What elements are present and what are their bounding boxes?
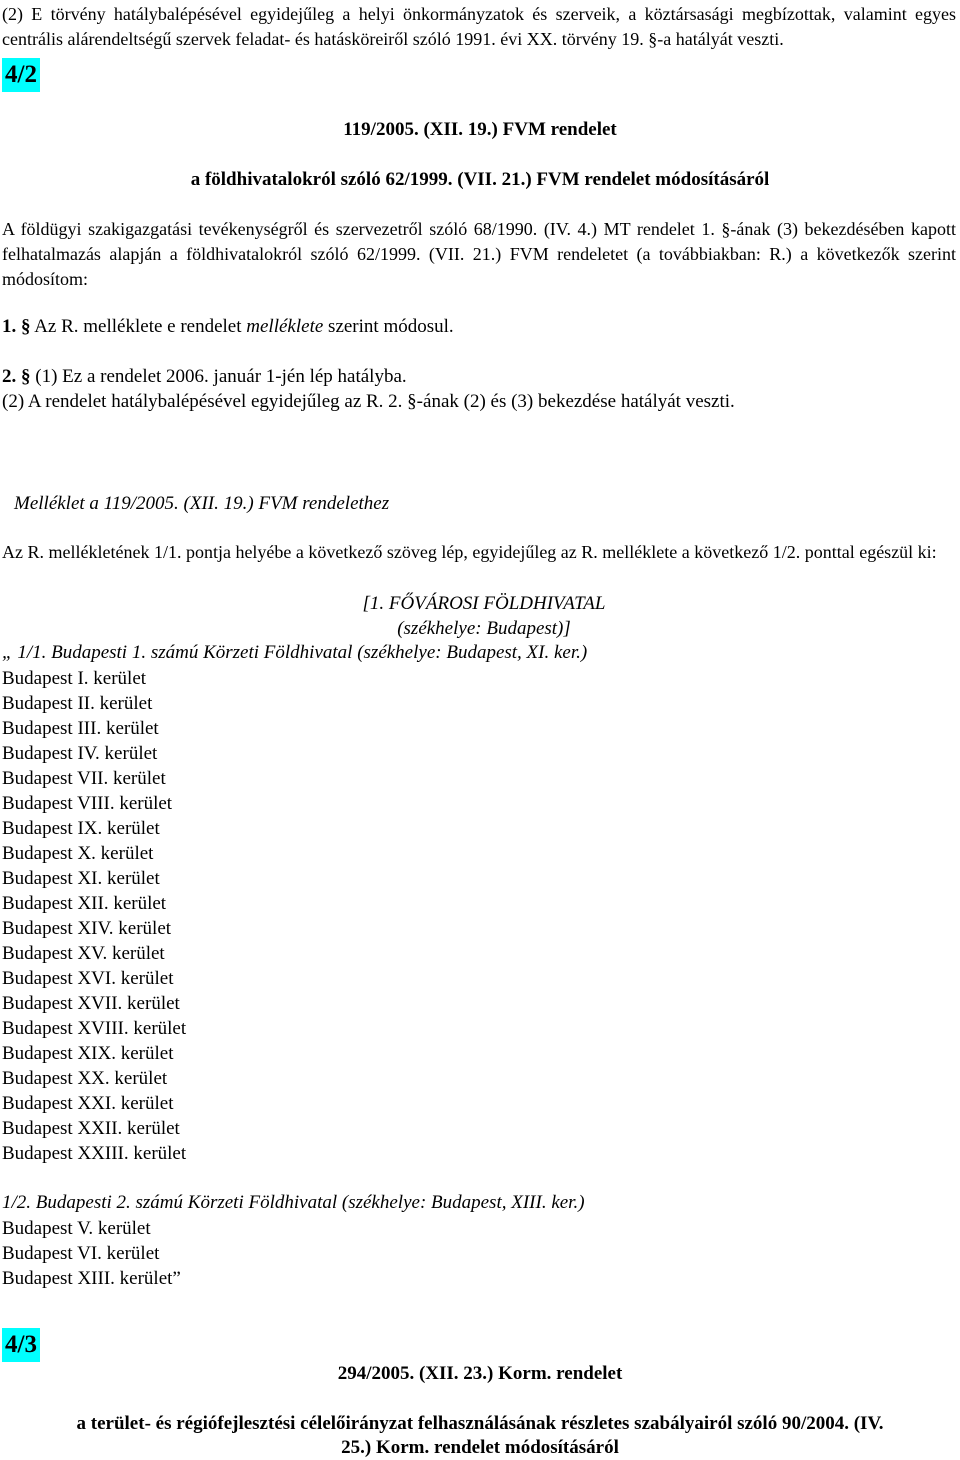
district-item: Budapest VII. kerület [2,768,166,789]
annex-heading-line-1: [1. FŐVÁROSI FÖLDHIVATAL [362,593,606,614]
paragraph-2-number: 2. § [2,366,31,387]
district-item: Budapest XII. kerület [2,893,167,914]
decree-title: 119/2005. (XII. 19.) FVM rendelet [343,119,617,140]
annex-intro: Az R. mellékletének 1/1. pontja helyébe a következő szöveg lép, egyidejűleg az R. melléklete a következő 1/2. ponttal egészül ki: [2,542,937,562]
district-item: Budapest III. kerület [2,718,159,739]
district-item: Budapest XVIII. kerület [2,1018,187,1039]
decree-preamble: A földügyi szakigazgatási tevékenységről és szervezetről szóló 68/1990. (IV. 4.) MT rendelet 1. §-ának (3) bekezdésében kapott felhatalmazás alapján a földhivatalokról szóló 62/1999. (VII. 21.) FVM rendeletet (a továbbiakban: R.) a következők szerint módosítom: [2,219,956,289]
district-item: Budapest IX. kerület [2,818,160,839]
paragraph-1-text-b: szerint módosul. [323,316,454,337]
decree-subject-2-line-1: a terület- és régiófejlesztési célelőirányzat felhasználásának részletes szabályairól szóló 90/2004. (IV. [76,1413,884,1434]
district-item: Budapest IV. kerület [2,743,158,764]
office-1-district-list [2,666,186,1166]
district-item: Budapest XIX. kerület [2,1043,174,1064]
decree-title-2: 294/2005. (XII. 23.) Korm. rendelet [337,1363,623,1384]
paragraph-1-number: 1. § [2,316,31,337]
office-1-title: „ 1/1. Budapesti 1. számú Körzeti Földhivatal (székhelye: Budapest, XI. ker.) [2,642,588,663]
district-item: Budapest XIII. kerület” [2,1268,181,1289]
section-badge-4-2: 4/2 [2,58,40,92]
district-item: Budapest XXII. kerület [2,1118,180,1139]
district-item: Budapest X. kerület [2,843,154,864]
paragraph-1-text-a: Az R. melléklete e rendelet [30,316,247,337]
district-item: Budapest V. kerület [2,1218,151,1239]
paragraph-2-text: (1) Ez a rendelet 2006. január 1-jén lép hatályba. [30,366,407,387]
decree-subject-2-line-2: 25.) Korm. rendelet módosításáról [341,1437,619,1458]
district-item: Budapest XIV. kerület [2,918,172,939]
district-item: Budapest XXIII. kerület [2,1143,187,1164]
district-item: Budapest XXI. kerület [2,1093,174,1114]
district-item: Budapest XI. kerület [2,868,160,889]
district-item: Budapest XVI. kerület [2,968,174,989]
district-item: Budapest VIII. kerület [2,793,173,814]
district-item: Budapest XVII. kerület [2,993,180,1014]
district-item: Budapest XX. kerület [2,1068,168,1089]
paragraph-2-line-2: (2) A rendelet hatálybalépésével egyidejűleg az R. 2. §-ának (2) és (3) bekezdése hatályát veszti. [2,391,735,412]
paragraph-1-italic: melléklete [246,316,324,337]
office-2-district-list [2,1216,181,1291]
annex-title: Melléklet a 119/2005. (XII. 19.) FVM rendelethez [14,493,390,514]
section-badge-4-3: 4/3 [2,1328,40,1362]
office-2-title: 1/2. Budapesti 2. számú Körzeti Földhivatal (székhelye: Budapest, XIII. ker.) [2,1192,585,1213]
district-item: Budapest II. kerület [2,693,153,714]
decree-subject: a földhivatalokról szóló 62/1999. (VII. 21.) FVM rendelet módosításáról [190,169,770,190]
district-item: Budapest I. kerület [2,668,147,689]
intro-paragraph: (2) E törvény hatálybalépésével egyidejűleg a helyi önkormányzatok és szerveik, a köztársasági megbízottak, valamint egyes centrális alárendeltségű szervek feladat- és hatásköreiről szóló 1991. évi XX. törvény 19. §-a hatályát veszti. [2,4,956,49]
paragraph-2 [2,366,407,388]
district-item: Budapest XV. kerület [2,943,165,964]
district-item: Budapest VI. kerület [2,1243,160,1264]
annex-heading-line-2: (székhelye: Budapest)] [397,618,571,639]
paragraph-1 [2,316,454,338]
